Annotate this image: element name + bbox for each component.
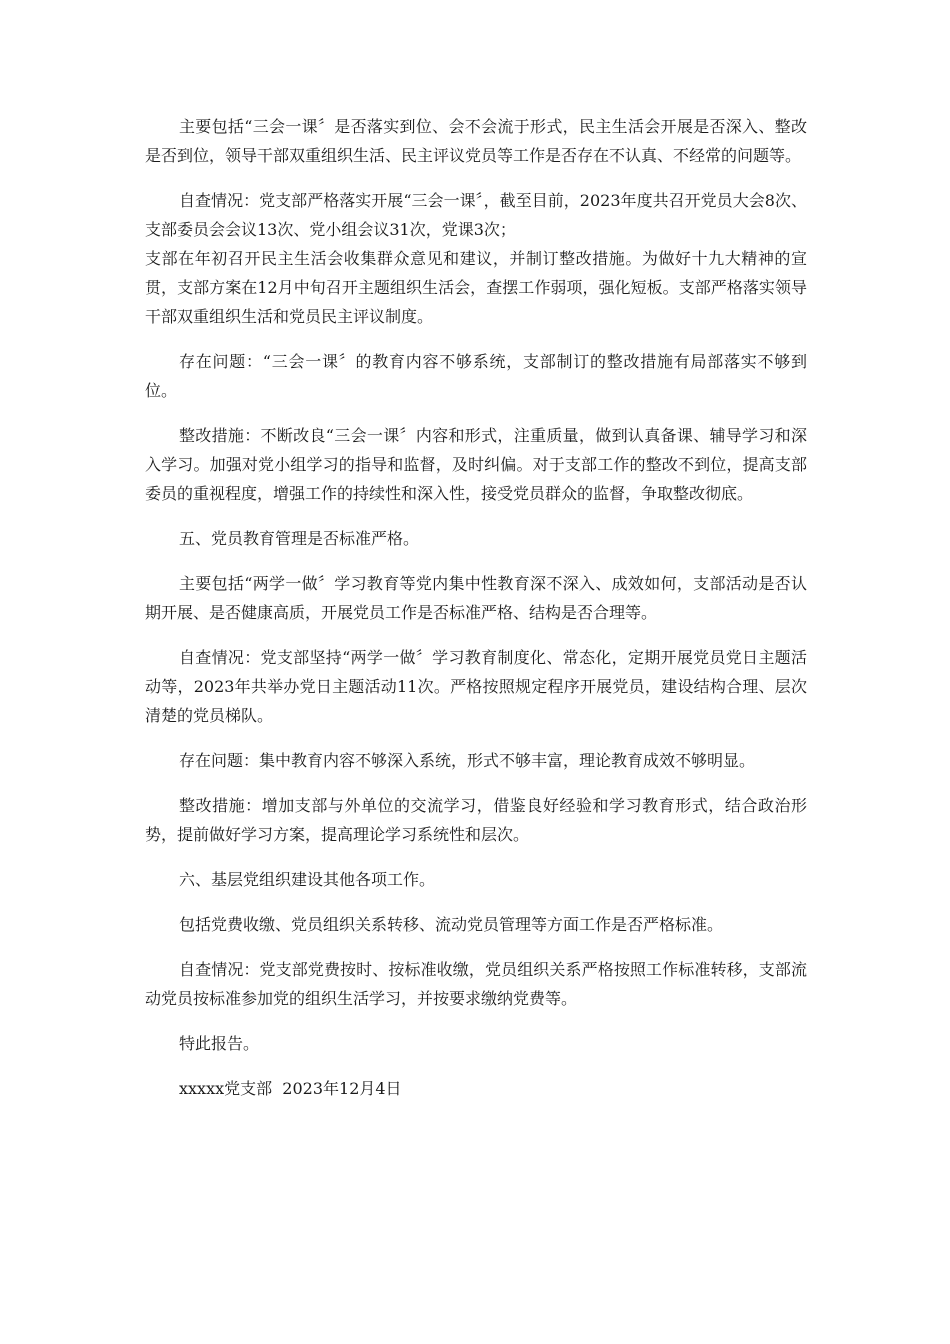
paragraph-closing: 特此报告。 [179, 1034, 260, 1053]
section-heading-six: 六、基层党组织建设其他各项工作。 [179, 870, 436, 889]
paragraph-scope-other: 包括党费收缴、党员组织关系转移、流动党员管理等方面工作是否严格标准。 [179, 915, 724, 934]
paragraph-rectification-meetings: 整改措施：不断改良“三会一课〞内容和形式，注重质量，做到认真备课、辅导学习和深入学习。加强对党小组学习的指导和监督，及时纠偏。对于支部工作的整改不到位，提高支部委员的重视程度，增强工作的持续性和深入性，接受党员群众的监督，争取整改彻底。 [145, 426, 807, 503]
paragraph-scope-education: 主要包括“两学一做〞学习教育等党内集中性教育深不深入、成效如何，支部活动是否认期开展、是否健康高质，开展党员工作是否标准严格、结构是否合理等。 [145, 574, 807, 622]
paragraph-scope-meetings: 主要包括“三会一课〞是否落实到位、会不会流于形式，民主生活会开展是否深入、整改是否到位，领导干部双重组织生活、民主评议党员等工作是否存在不认真、不经常的问题等。 [145, 117, 807, 165]
paragraph-problem-meetings: 存在问题：“三会一课〞的教育内容不够系统，支部制订的整改措施有局部落实不够到位。 [145, 352, 807, 400]
paragraph-rectification-education: 整改措施：增加支部与外单位的交流学习，借鉴良好经验和学习教育形式，结合政治形势，提前做好学习方案，提高理论学习系统性和层次。 [145, 796, 807, 844]
paragraph-self-check-education: 自查情况：党支部坚持“两学一做〞学习教育制度化、常态化，定期开展党员党日主题活动等，2023年共举办党日主题活动11次。严格按照规定程序开展党员，建设结构合理、层次清楚的党员梯队。 [145, 648, 807, 725]
signature-line: xxxxx党支部 2023年12月4日 [179, 1079, 402, 1098]
paragraph-life-meeting: 支部在年初召开民主生活会收集群众意见和建议，并制订整改措施。为做好十九大精神的宣贯，支部方案在12月中旬召开主题组织生活会，查摆工作弱项，强化短板。支部严格落实领导干部双重组织生活和党员民主评议制度。 [145, 249, 807, 326]
document-page [145, 112, 807, 1119]
paragraph-problem-education: 存在问题：集中教育内容不够深入系统，形式不够丰富，理论教育成效不够明显。 [179, 751, 756, 770]
paragraph-self-check-other: 自查情况：党支部党费按时、按标准收缴，党员组织关系严格按照工作标准转移，支部流动党员按标准参加党的组织生活学习，并按要求缴纳党费等。 [145, 960, 807, 1008]
paragraph-self-check-meetings: 自查情况：党支部严格落实开展“三会一课〞，截至目前，2023年度共召开党员大会8次、支部委员会会议13次、党小组会议31次，党课3次； [145, 191, 807, 239]
section-heading-five: 五、党员教育管理是否标准严格。 [179, 529, 420, 548]
